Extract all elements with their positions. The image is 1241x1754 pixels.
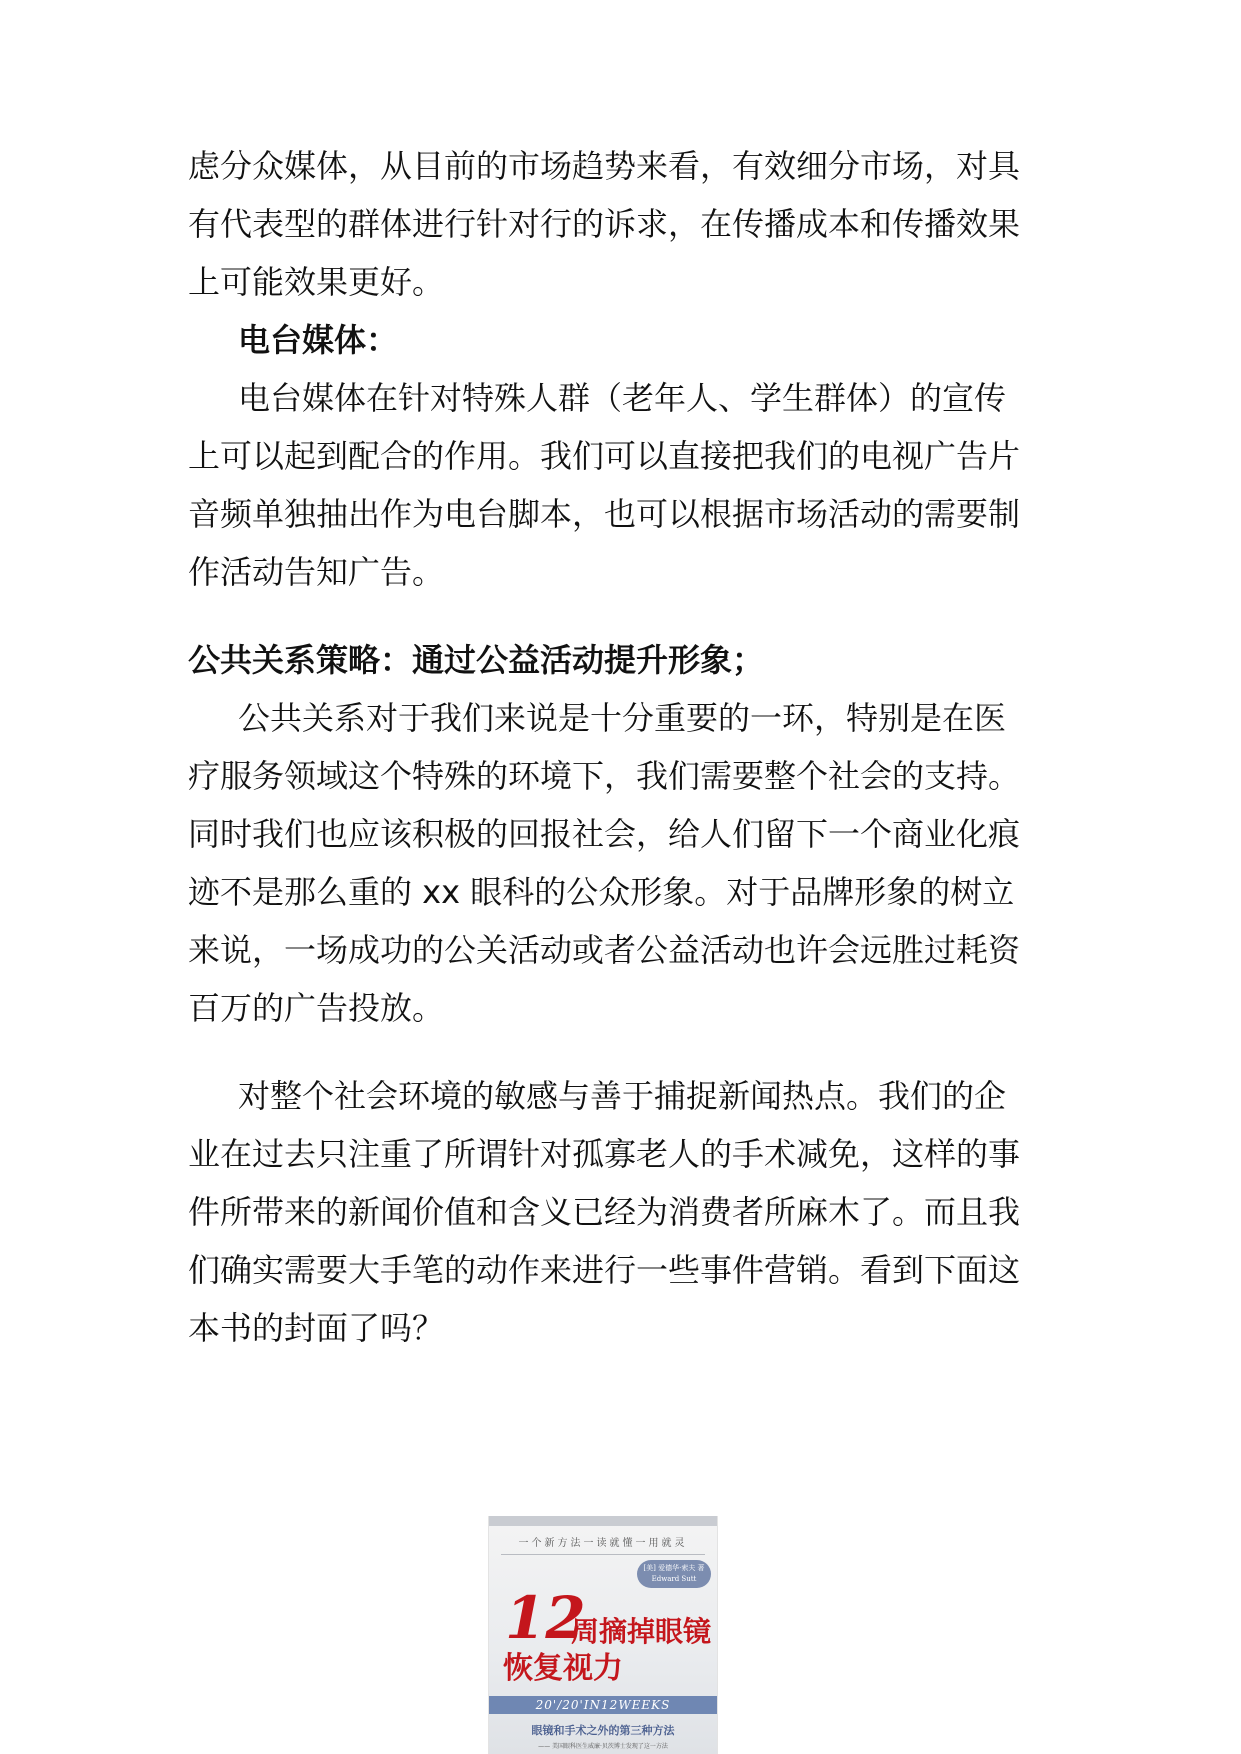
paragraph-line: 电台媒体在针对特殊人群（老年人、学生群体）的宣传 [238,379,1007,417]
paragraph-line: 本书的封面了吗？ [188,1309,445,1347]
cover-quote: —— 美国眼科医生威廉·贝茨博士发现了这一方法 [538,1743,668,1750]
paragraph-line: 疗服务领域这个特殊的环境下，我们需要整个社会的支持。 [188,757,1021,795]
cover-divider [501,1554,705,1555]
paragraph-line: 虑分众媒体，从目前的市场趋势来看，有效细分市场，对具 [188,147,1021,185]
paragraph-line: 百万的广告投放。 [188,989,445,1027]
section-heading-pr: 公共关系策略：通过公益活动提升形象； [188,641,765,679]
paragraph-line: 上可能效果更好。 [188,263,445,301]
section-heading-radio: 电台媒体： [238,321,399,359]
paragraph-line: 对整个社会环境的敏感与善于捕捉新闻热点。我们的企 [238,1077,1007,1115]
cover-tagline: 一个新方法一读就懂一用就灵 [518,1538,688,1549]
book-cover-image [488,1516,718,1754]
paragraph-line: 有代表型的群体进行针对行的诉求，在传播成本和传播效果 [188,205,1021,243]
paragraph-line: 同时我们也应该积极的回报社会，给人们留下一个商业化痕 [188,815,1021,853]
cover-top-strip [489,1516,717,1526]
paragraph-line: 公共关系对于我们来说是十分重要的一环，特别是在医 [238,699,1007,737]
cover-title-line1: 周摘掉眼镜 [571,1615,712,1648]
paragraph-line: 业在过去只注重了所谓针对孤寡老人的手术减免，这样的事 [188,1135,1021,1173]
cover-title-line2: 恢复视力 [503,1651,623,1686]
paragraph-line: 作活动告知广告。 [188,553,445,591]
cover-number: 12 [505,1584,586,1652]
cover-english-band [489,1696,717,1714]
paragraph-line: 迹不是那么重的 xx 眼科的公众形象。对于品牌形象的树立 [188,873,1015,911]
cover-author-cn: [美] 爱德华·索夫 著 [643,1564,705,1572]
paragraph-line: 上可以起到配合的作用。我们可以直接把我们的电视广告片 [188,437,1021,475]
cover-author-badge [637,1560,711,1588]
cover-author-en: Edward Sutt [651,1575,697,1583]
paragraph-line: 来说，一场成功的公关活动或者公益活动也许会远胜过耗资 [188,931,1021,969]
paragraph-line: 们确实需要大手笔的动作来进行一些事件营销。看到下面这 [188,1251,1021,1289]
paragraph-line: 件所带来的新闻价值和含义已经为消费者所麻木了。而且我 [188,1193,1021,1231]
paragraph-line: 音频单独抽出作为电台脚本，也可以根据市场活动的需要制 [188,495,1021,533]
cover-english-title: 20'/20'IN12WEEKS [535,1698,671,1712]
cover-subtitle: 眼镜和手术之外的第三种方法 [531,1724,675,1737]
